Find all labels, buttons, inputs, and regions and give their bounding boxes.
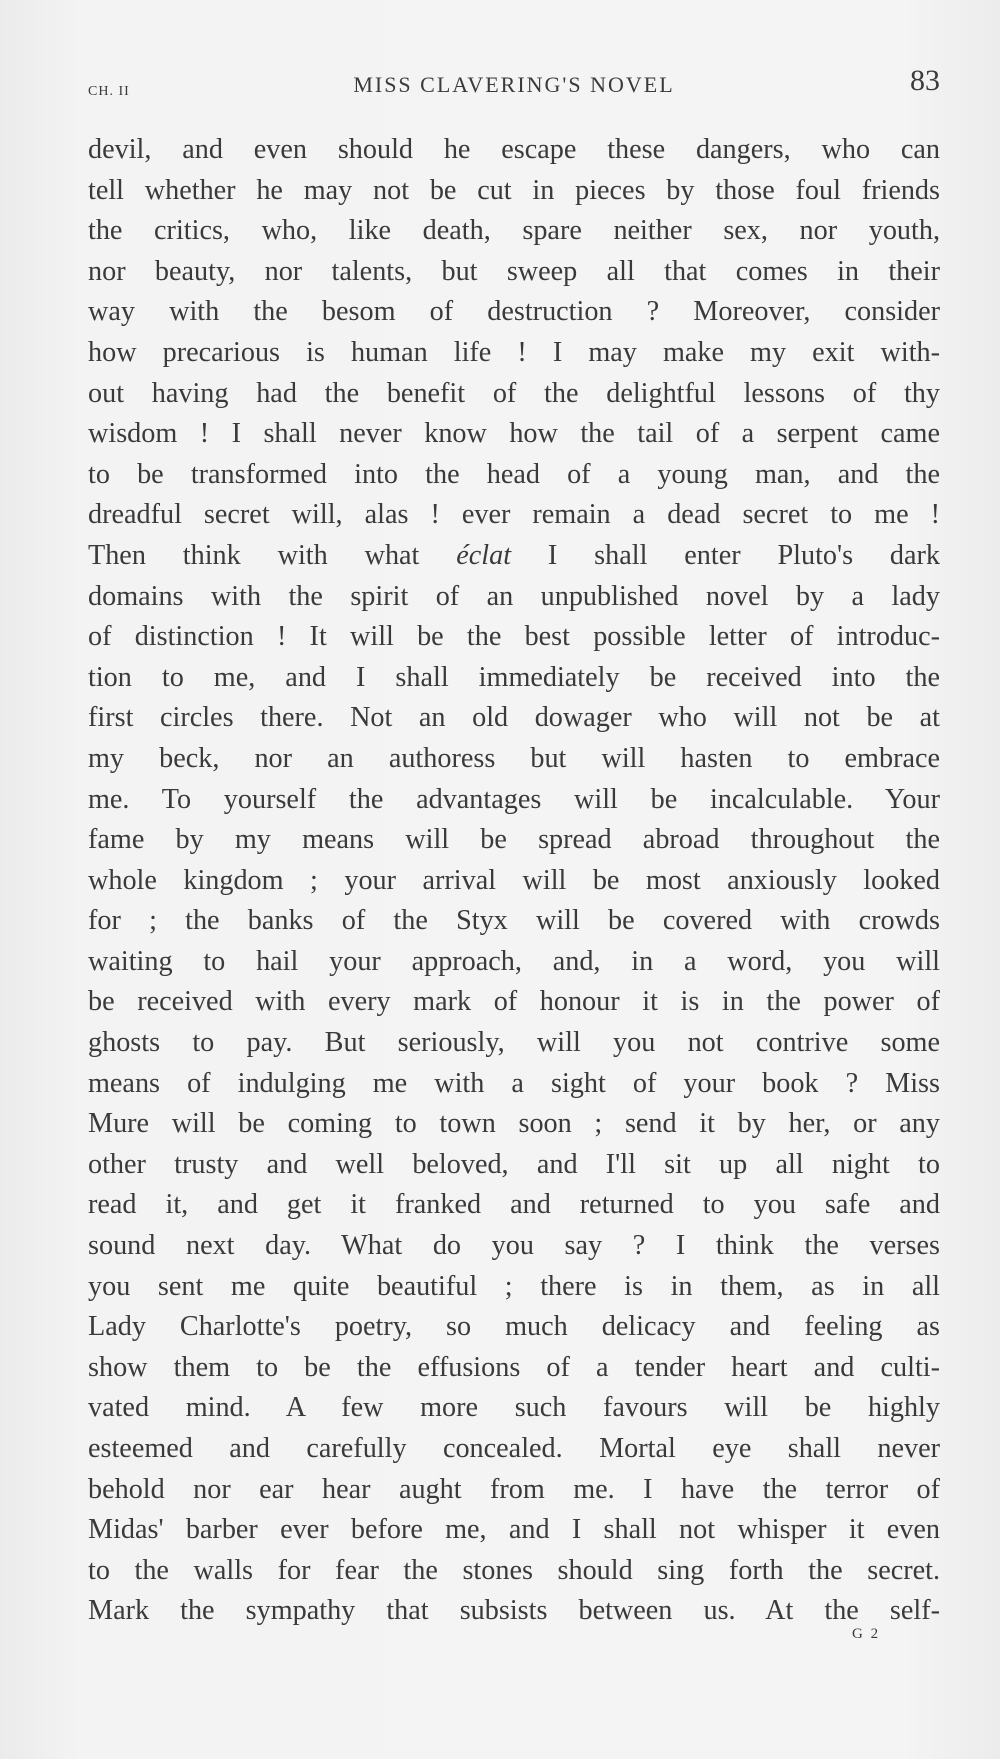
text-line: sound next day. What do you say ? I think the verses (88, 1230, 940, 1262)
text-line: vated mind. A few more such favours will be highly (88, 1392, 940, 1424)
text-line: to be transformed into the head of a young man, and the (88, 458, 940, 490)
signature-mark: G 2 (852, 1626, 881, 1642)
text-line: waiting to hail your approach, and, in a word, you will (88, 945, 940, 977)
text-line: devil, and even should he escape these dangers, who can (88, 134, 940, 165)
text-line: to the walls for fear the stones should sing forth the secret. (88, 1554, 940, 1586)
text-line: me. To yourself the advantages will be incalculable. Your (88, 783, 940, 815)
text-line: tell whether he may not be cut in pieces by those foul friends (88, 174, 940, 206)
running-head (88, 64, 940, 104)
text-line: behold nor ear hear aught from me. I have the terror of (88, 1473, 940, 1505)
text-line: nor beauty, nor talents, but sweep all that comes in their (88, 255, 940, 287)
text-line: Mure will be coming to town soon ; send it by her, or any (88, 1108, 940, 1140)
text-line: esteemed and carefully concealed. Mortal eye shall never (88, 1433, 940, 1464)
text-line: ghosts to pay. But seriously, will you not contrive some (88, 1027, 940, 1059)
body-text (88, 130, 940, 1632)
text-line: my beck, nor an authoress but will hasten to embrace (88, 742, 940, 774)
page-number: 83 (910, 64, 940, 97)
text-line: whole kingdom ; your arrival will be most anxiously looked (88, 864, 940, 896)
text-line: tion to me, and I shall immediately be received into the (88, 661, 940, 693)
text-line: Lady Charlotte's poetry, so much delicacy and feeling as (88, 1311, 940, 1343)
text-line: fame by my means will be spread abroad throughout the (88, 824, 940, 856)
text-line: the critics, who, like death, spare neither sex, nor youth, (88, 215, 940, 247)
text-line: other trusty and well beloved, and I'll sit up all night to (88, 1148, 940, 1180)
text-line: out having had the benefit of the delightful lessons of thy (88, 377, 940, 409)
text-line: way with the besom of destruction ? Moreover, consider (88, 296, 940, 328)
text-line: Mark the sympathy that subsists between us. At the self- (88, 1595, 940, 1627)
text-line: first circles there. Not an old dowager who will not be at (88, 702, 940, 734)
text-line: be received with every mark of honour it is in the power of (88, 986, 940, 1018)
running-title: MISS CLAVERING'S NOVEL (353, 72, 675, 97)
chapter-reference: CH. II (88, 84, 130, 99)
text-line: of distinction ! It will be the best possible letter of introduc- (88, 621, 940, 653)
text-line: read it, and get it franked and returned to you safe and (88, 1189, 940, 1221)
text-line: how precarious is human life ! I may make my exit with- (88, 336, 940, 368)
text-line: Midas' barber ever before me, and I shall not whisper it even (88, 1514, 940, 1546)
text-line: dreadful secret will, alas ! ever remain a dead secret to me ! (88, 499, 940, 531)
italic-word: éclat (456, 539, 512, 571)
text-line: domains with the spirit of an unpublished novel by a lady (88, 580, 940, 612)
text-line: you sent me quite beautiful ; there is in them, as in all (88, 1270, 940, 1302)
text-line: means of indulging me with a sight of your book ? Miss (88, 1067, 940, 1099)
text-line: show them to be the effusions of a tender heart and culti- (88, 1351, 940, 1383)
text-line: for ; the banks of the Styx will be covered with crowds (88, 905, 940, 937)
text-line: Then think with what éclat I shall enter Pluto's dark (88, 539, 940, 571)
text-line: wisdom ! I shall never know how the tail of a serpent came (88, 418, 940, 450)
